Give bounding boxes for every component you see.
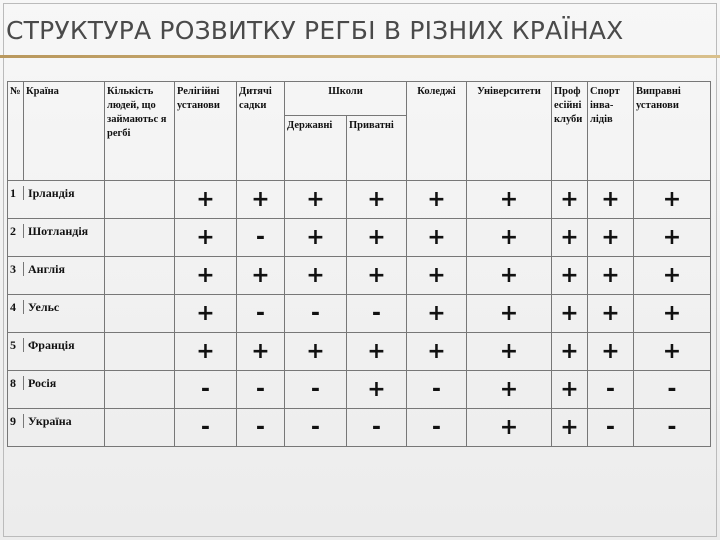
header-num (8, 82, 24, 181)
mark-colleges: + (407, 219, 467, 257)
mark-professional: + (552, 181, 588, 219)
slide-title: СТРУКТУРА РОЗВИТКУ РЕГБІ В РІЗНИХ КРАЇНАХ (6, 16, 624, 45)
header-schools-state-label: Державні (287, 120, 333, 131)
header-country-label: Країна (26, 86, 59, 97)
mark-religious: + (175, 181, 237, 219)
mark-universities: + (467, 409, 552, 447)
people-count-cell (105, 257, 175, 295)
row-number: 5 (10, 338, 16, 352)
mark-kindergartens: - (237, 295, 285, 333)
number-divider (16, 300, 24, 314)
mark-religious: - (175, 409, 237, 447)
mark-correctional: + (634, 181, 711, 219)
mark-colleges: - (407, 371, 467, 409)
header-religious-label: Релігійні установи (177, 86, 220, 111)
header-schools-state (285, 116, 347, 181)
header-sport-disabled (588, 82, 634, 181)
mark-kindergartens: - (237, 409, 285, 447)
mark-professional: + (552, 371, 588, 409)
mark-schools-private: + (347, 333, 407, 371)
table-row (8, 219, 711, 257)
mark-schools-state: + (285, 181, 347, 219)
people-count-cell (105, 409, 175, 447)
people-count-cell (105, 371, 175, 409)
mark-religious: + (175, 333, 237, 371)
country-name: Уельс (28, 300, 60, 314)
rugby-structure-table (7, 81, 711, 447)
row-number: 8 (10, 376, 16, 390)
country-name: Франція (28, 338, 75, 352)
mark-correctional: + (634, 257, 711, 295)
header-professional-label: Проф есійні клуби (554, 86, 583, 125)
mark-universities: + (467, 181, 552, 219)
mark-sport-disabled: + (588, 219, 634, 257)
table-row (8, 257, 711, 295)
header-schools-label: Школи (328, 86, 363, 97)
mark-professional: + (552, 295, 588, 333)
mark-religious: + (175, 257, 237, 295)
mark-sport-disabled: + (588, 181, 634, 219)
mark-professional: + (552, 409, 588, 447)
mark-religious: + (175, 219, 237, 257)
header-professional (552, 82, 588, 181)
header-row (8, 82, 711, 116)
header-kindergartens-label: Дитячі садки (239, 86, 272, 111)
people-count-cell (105, 181, 175, 219)
mark-kindergartens: + (237, 257, 285, 295)
mark-schools-private: + (347, 181, 407, 219)
mark-colleges: + (407, 333, 467, 371)
mark-colleges: - (407, 409, 467, 447)
mark-universities: + (467, 257, 552, 295)
mark-universities: + (467, 333, 552, 371)
mark-schools-state: - (285, 409, 347, 447)
country-cell (8, 371, 105, 409)
row-number: 1 (10, 186, 16, 200)
header-schools-private (347, 116, 407, 181)
mark-sport-disabled: + (588, 333, 634, 371)
table-row (8, 409, 711, 447)
mark-kindergartens: + (237, 333, 285, 371)
mark-religious: + (175, 295, 237, 333)
row-number: 9 (10, 414, 16, 428)
header-country (24, 82, 105, 181)
country-cell (8, 295, 105, 333)
country-cell (8, 333, 105, 371)
mark-professional: + (552, 219, 588, 257)
mark-colleges: + (407, 257, 467, 295)
mark-schools-state: + (285, 219, 347, 257)
mark-correctional: + (634, 219, 711, 257)
table-row (8, 371, 711, 409)
mark-sport-disabled: - (588, 371, 634, 409)
header-schools-private-label: Приватні (349, 120, 394, 131)
header-sport-disabled-label: Спорт інва- лідів (590, 86, 620, 125)
mark-sport-disabled: + (588, 295, 634, 333)
mark-colleges: + (407, 295, 467, 333)
country-name: Шотландія (28, 224, 89, 238)
mark-schools-private: - (347, 295, 407, 333)
mark-schools-state: - (285, 295, 347, 333)
header-correctional-label: Виправні установи (636, 86, 681, 111)
row-number: 3 (10, 262, 16, 276)
country-name: Ірландія (28, 186, 75, 200)
header-colleges (407, 82, 467, 181)
table-row (8, 333, 711, 371)
number-divider (16, 224, 24, 238)
number-divider (16, 414, 24, 428)
mark-schools-state: - (285, 371, 347, 409)
people-count-cell (105, 295, 175, 333)
header-schools (285, 82, 407, 116)
mark-schools-private: + (347, 371, 407, 409)
country-cell (8, 257, 105, 295)
header-people (105, 82, 175, 181)
mark-kindergartens: - (237, 371, 285, 409)
number-divider (16, 376, 24, 390)
table-row (8, 181, 711, 219)
people-count-cell (105, 333, 175, 371)
mark-schools-private: + (347, 219, 407, 257)
mark-universities: + (467, 295, 552, 333)
table-row (8, 295, 711, 333)
number-divider (16, 338, 24, 352)
mark-professional: + (552, 257, 588, 295)
mark-kindergartens: - (237, 219, 285, 257)
number-divider (16, 262, 24, 276)
country-name: Україна (28, 414, 72, 428)
mark-professional: + (552, 333, 588, 371)
mark-universities: + (467, 219, 552, 257)
country-cell (8, 409, 105, 447)
mark-religious: - (175, 371, 237, 409)
header-religious (175, 82, 237, 181)
mark-correctional: + (634, 333, 711, 371)
header-people-label: Кількість людей, що займаютьс я регбі (107, 86, 167, 139)
row-number: 4 (10, 300, 16, 314)
mark-schools-state: + (285, 257, 347, 295)
mark-colleges: + (407, 181, 467, 219)
mark-universities: + (467, 371, 552, 409)
header-correctional (634, 82, 711, 181)
header-universities-label: Університети (477, 86, 541, 97)
header-colleges-label: Коледжі (417, 86, 456, 97)
row-number: 2 (10, 224, 16, 238)
header-kindergartens (237, 82, 285, 181)
mark-sport-disabled: + (588, 257, 634, 295)
header-num-label: № (10, 86, 21, 97)
country-cell (8, 181, 105, 219)
mark-kindergartens: + (237, 181, 285, 219)
number-divider (16, 186, 24, 200)
country-name: Англія (28, 262, 65, 276)
country-cell (8, 219, 105, 257)
header-universities (467, 82, 552, 181)
mark-correctional: - (634, 409, 711, 447)
title-underline (0, 55, 720, 58)
mark-schools-state: + (285, 333, 347, 371)
country-name: Росія (28, 376, 57, 390)
mark-schools-private: - (347, 409, 407, 447)
mark-correctional: + (634, 295, 711, 333)
mark-schools-private: + (347, 257, 407, 295)
mark-correctional: - (634, 371, 711, 409)
mark-sport-disabled: - (588, 409, 634, 447)
people-count-cell (105, 219, 175, 257)
